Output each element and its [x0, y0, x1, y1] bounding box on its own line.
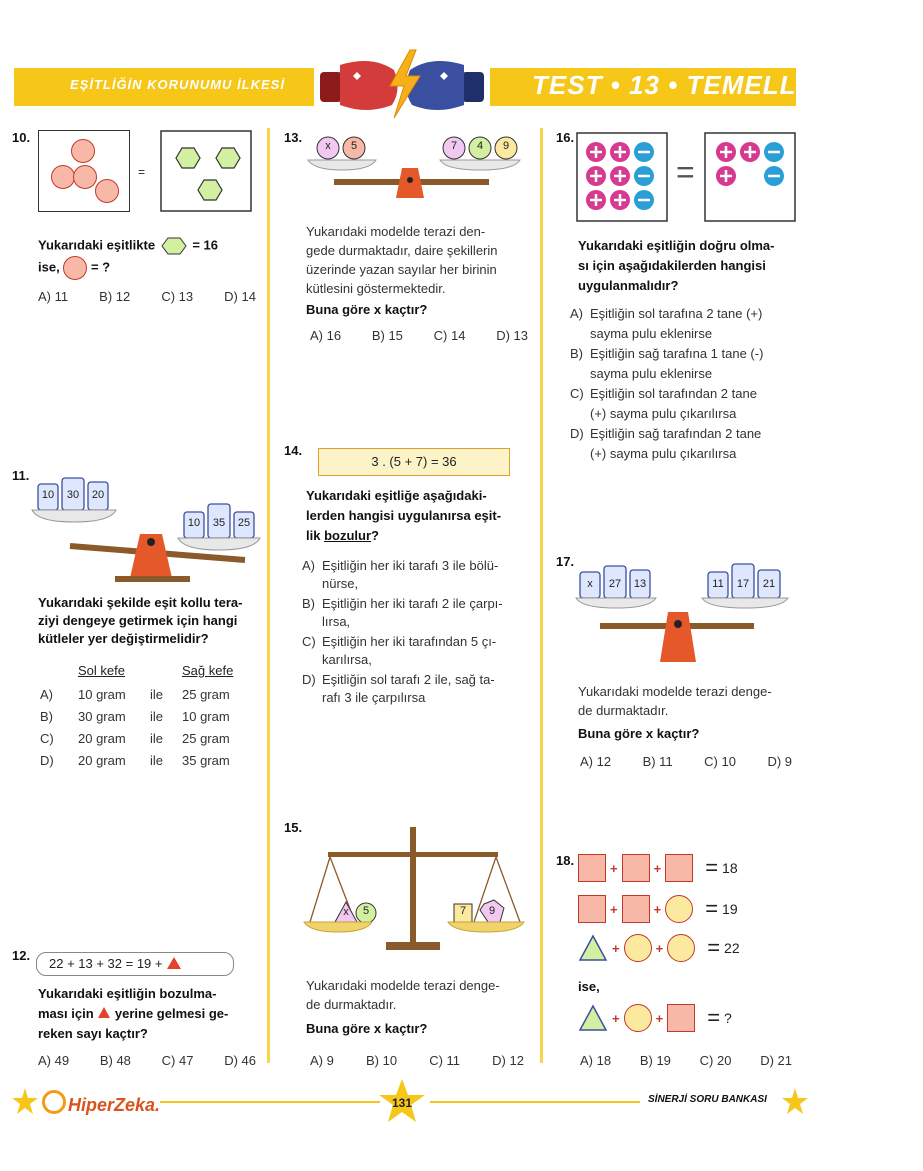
- q14-option-d[interactable]: D) Eşitliğin sol tarafı 2 ile, sağ ta- rafı 3 ile çarpılırsa: [302, 672, 495, 705]
- square-icon: [622, 895, 650, 923]
- q18-row-2: + + = 19: [578, 895, 738, 923]
- q16-eq-sign: =: [676, 154, 695, 190]
- q16-option-b[interactable]: B) Eşitliğin sağ tarafına 1 tane (-) sayma pulu eklenirse: [570, 346, 764, 381]
- q13-item-4: 4: [476, 140, 484, 152]
- q13-text: Yukarıdaki modelde terazi den- gede durmaktadır, daire şekillerin üzerinde yazan sayılar her birinin kütlesini göstermektedir.: [306, 224, 498, 296]
- q10-number: 10.: [12, 130, 31, 145]
- q13-option-d[interactable]: D) 13: [496, 328, 528, 343]
- q17-left-weight-x: x: [587, 578, 593, 590]
- q16-options: [570, 304, 800, 464]
- q15-item-7: 7: [459, 905, 467, 917]
- q13-item-x: x: [325, 140, 331, 152]
- q17-right-weight-11: 11: [712, 578, 724, 590]
- q15-option-c[interactable]: C) 11: [429, 1053, 461, 1068]
- square-icon: [667, 1004, 695, 1032]
- q18-number: 18.: [556, 853, 575, 868]
- q11-left-weight-3: 20: [91, 489, 105, 501]
- circle-icon: [667, 934, 695, 962]
- footer-star-left-icon: [10, 1086, 40, 1116]
- q12-options: [38, 1053, 256, 1068]
- footer-page-number: 131: [391, 1096, 413, 1110]
- q11-option-b[interactable]: B) 30 gram ile 10 gram: [40, 709, 230, 724]
- q18-option-a[interactable]: A) 18: [580, 1053, 612, 1068]
- q17-option-a[interactable]: A) 12: [580, 754, 612, 769]
- q16-option-d[interactable]: D) Eşitliğin sağ tarafından 2 tane (+) sayma pulu çıkarılırsa: [570, 426, 762, 461]
- triangle-icon: [578, 934, 608, 962]
- q13-item-7: 7: [450, 140, 458, 152]
- q11-option-d[interactable]: D) 20 gram ile 35 gram: [40, 753, 230, 768]
- column-divider-2: [540, 128, 543, 1063]
- q16-counters-left: [576, 132, 668, 222]
- square-icon: [578, 895, 606, 923]
- circle-icon: [624, 934, 652, 962]
- q15-option-b[interactable]: B) 10: [365, 1053, 398, 1068]
- q11-left-weight-1: 10: [41, 489, 55, 501]
- q17-option-b[interactable]: B) 11: [642, 754, 673, 769]
- q14-equation-box: 3 . (5 + 7) = 36: [318, 448, 510, 476]
- q13-number: 13.: [284, 130, 303, 145]
- boxing-gloves-icon: [312, 50, 492, 120]
- q11-right-weight-3: 25: [237, 517, 251, 529]
- square-icon: [578, 854, 606, 882]
- q17-right-weight-17: 17: [736, 578, 750, 590]
- footer-brand: HiperZeka.: [42, 1090, 160, 1116]
- square-icon: [665, 854, 693, 882]
- q10-option-d[interactable]: D) 14: [224, 289, 256, 304]
- q12-option-c[interactable]: C) 47: [161, 1053, 194, 1068]
- q17-text: Yukarıdaki modelde terazi denge- de durmaktadır.: [578, 684, 772, 718]
- footer-line-left: [160, 1101, 380, 1103]
- q15-option-d[interactable]: D) 12: [492, 1053, 524, 1068]
- q18-row-1: + + = 18: [578, 854, 738, 882]
- q13-item-9: 9: [502, 140, 510, 152]
- q18-option-d[interactable]: D) 21: [760, 1053, 792, 1068]
- q12-option-b[interactable]: B) 48: [99, 1053, 131, 1068]
- q11-col-left: Sol kefe: [78, 663, 125, 678]
- q17-right-weight-21: 21: [762, 578, 776, 590]
- q12-question: Yukarıdaki eşitliğin bozulma- ması için yerine gelmesi ge- reken sayı kaçtır?: [38, 986, 229, 1041]
- footer-star-right-icon: [780, 1086, 810, 1116]
- q10-right-box: [160, 130, 252, 212]
- q13-option-c[interactable]: C) 14: [433, 328, 466, 343]
- q15-number: 15.: [284, 820, 303, 835]
- q10-eq-sign: =: [138, 165, 146, 179]
- q14-question: Yukarıdaki eşitliğe aşağıdaki- lerden hangisi uygulanırsa eşit- lik bozulur?: [306, 488, 502, 543]
- header-right-title: TEST • 13 • TEMELLENDİRME: [532, 70, 923, 100]
- q17-left-weight-13: 13: [633, 578, 647, 590]
- q15-text: Yukarıdaki modelde terazi denge- de durmaktadır.: [306, 978, 500, 1012]
- q15-balance-scale: [300, 822, 532, 952]
- q17-question: Buna göre x kaçtır?: [578, 726, 700, 741]
- q13-options: [310, 328, 528, 343]
- q13-item-5: 5: [350, 140, 358, 152]
- q12-option-d[interactable]: D) 46: [224, 1053, 256, 1068]
- q14-option-c[interactable]: C) Eşitliğin her iki tarafından 5 çı- karılırsa,: [302, 634, 497, 667]
- q10-question-2: ise, = ?: [38, 256, 110, 280]
- circle-icon: [63, 256, 87, 280]
- q15-question: Buna göre x kaçtır?: [306, 1021, 428, 1036]
- hexagon-icon: [159, 236, 189, 256]
- q16-counters-right: [704, 132, 796, 222]
- q16-number: 16.: [556, 130, 575, 145]
- q17-number: 17.: [556, 554, 575, 569]
- q17-option-d[interactable]: D) 9: [767, 754, 792, 769]
- q18-ise: ise,: [578, 979, 600, 994]
- q16-option-a[interactable]: A) Eşitliğin sol tarafına 2 tane (+) sayma pulu eklenirse: [570, 306, 763, 341]
- column-divider-1: [267, 128, 270, 1063]
- q18-row-final: + + = ?: [578, 1004, 732, 1032]
- triangle-icon: [97, 1006, 111, 1019]
- q11-options: [40, 684, 260, 772]
- q14-option-a[interactable]: A) Eşitliğin her iki tarafı 3 ile bölü- nürse,: [302, 558, 499, 591]
- q12-number: 12.: [12, 948, 31, 963]
- q11-option-c[interactable]: C) 20 gram ile 25 gram: [40, 731, 230, 746]
- footer-right-text: SİNERJİ SORU BANKASI: [648, 1094, 767, 1105]
- q14-number: 14.: [284, 443, 303, 458]
- q17-balance-scale: [574, 554, 804, 664]
- q11-left-weight-2: 30: [66, 489, 80, 501]
- triangle-icon: [166, 956, 182, 970]
- triangle-icon: [578, 1004, 608, 1032]
- brand-logo-icon: [42, 1090, 66, 1114]
- q15-item-5: 5: [362, 905, 370, 917]
- q18-row-3: + + = 22: [578, 934, 740, 962]
- q18-options: [580, 1053, 792, 1068]
- q13-option-a[interactable]: A) 16: [310, 328, 342, 343]
- q13-question: Buna göre x kaçtır?: [306, 302, 428, 317]
- q18-option-b[interactable]: B) 19: [639, 1053, 671, 1068]
- q10-option-c[interactable]: C) 13: [161, 289, 194, 304]
- q12-equation-box: 22 + 13 + 32 = 19 +: [36, 952, 234, 976]
- circle-icon: [624, 1004, 652, 1032]
- q16-option-c[interactable]: C) Eşitliğin sol tarafından 2 tane (+) sayma pulu çıkarılırsa: [570, 386, 757, 421]
- q10-option-b[interactable]: B) 12: [99, 289, 131, 304]
- q11-col-right: Sağ kefe: [182, 663, 234, 678]
- q16-question: Yukarıdaki eşitliğin doğru olma- sı için aşağıdakilerden hangisi uygulanmalıdır?: [578, 238, 775, 293]
- circle-icon: [665, 895, 693, 923]
- q11-right-weight-1: 10: [187, 517, 201, 529]
- q10-question: Yukarıdaki eşitlikte = 16: [38, 236, 258, 256]
- q18-option-c[interactable]: C) 20: [699, 1053, 732, 1068]
- q10-option-a[interactable]: A) 11: [38, 289, 69, 304]
- q14-options: [302, 557, 532, 707]
- q11-number: 11.: [12, 468, 30, 483]
- q13-option-b[interactable]: B) 15: [371, 328, 403, 343]
- q11-right-weight-2: 35: [212, 517, 226, 529]
- q11-option-a[interactable]: A) 10 gram ile 25 gram: [40, 687, 230, 702]
- q15-item-x: x: [343, 906, 349, 918]
- footer-line-right: [430, 1101, 640, 1103]
- q12-option-a[interactable]: A) 49: [38, 1053, 70, 1068]
- q17-options: [580, 754, 792, 769]
- q11-question: Yukarıdaki şekilde eşit kollu tera- ziyi dengeye getirmek için hangi kütleler yer değiştirmelidir?: [38, 595, 243, 646]
- square-icon: [622, 854, 650, 882]
- q15-option-a[interactable]: A) 9: [310, 1053, 334, 1068]
- q17-option-c[interactable]: C) 10: [704, 754, 736, 769]
- q15-options: [310, 1053, 524, 1068]
- q15-item-9: 9: [488, 905, 496, 917]
- q14-option-b[interactable]: B) Eşitliğin her iki tarafı 2 ile çarpı- lırsa,: [302, 596, 503, 629]
- q17-left-weight-27: 27: [608, 578, 622, 590]
- header-left-title: EŞİTLİĞİN KORUNUMU İLKESİ: [70, 77, 285, 92]
- q10-left-box: [38, 130, 130, 212]
- q10-options: [38, 289, 256, 304]
